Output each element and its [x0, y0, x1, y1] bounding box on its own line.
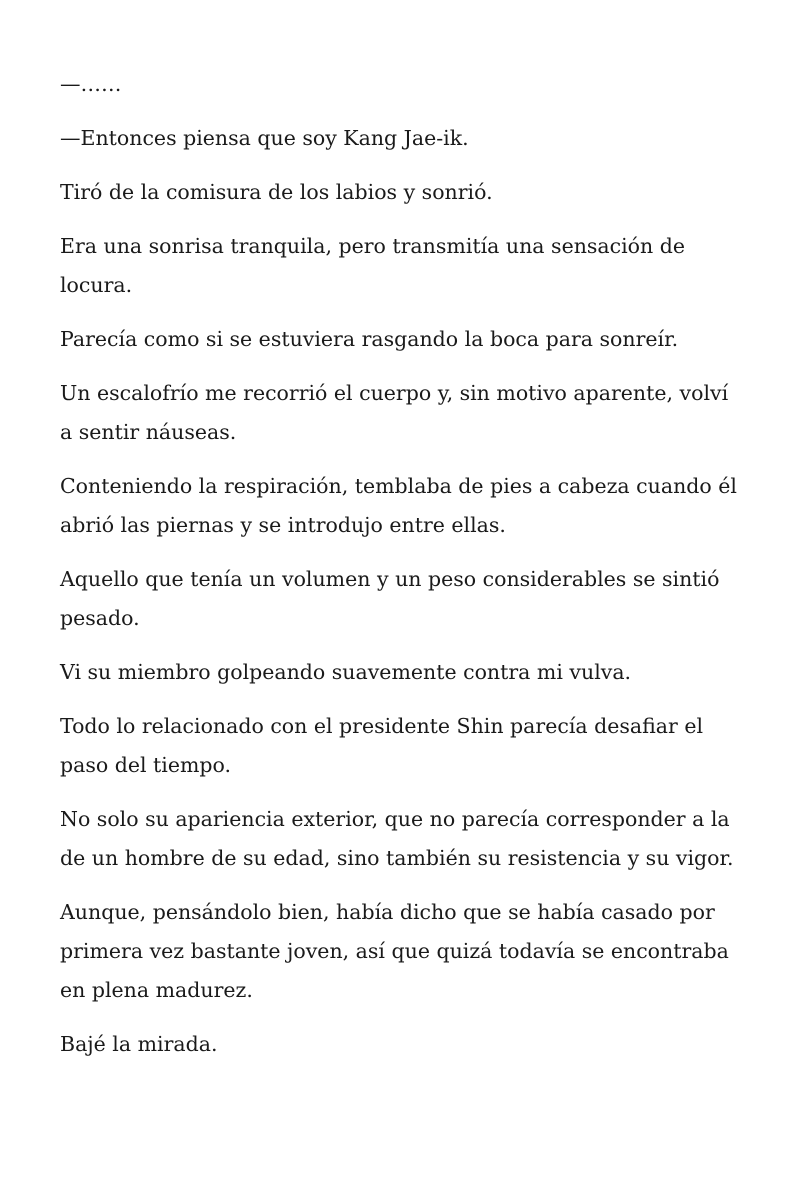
paragraph: Conteniendo la respiración, temblaba de pies a cabeza cuando él abrió las piernas y se introdujo entre ellas.	[60, 474, 737, 537]
paragraph: Vi su miembro golpeando suavemente contra mi vulva.	[60, 660, 632, 684]
paragraph: Tiró de la comisura de los labios y sonrió.	[60, 180, 493, 204]
paragraph: Aunque, pensándolo bien, había dicho que se había casado por primera vez bastante joven, así que quizá todavía se encontraba en plena madurez.	[60, 900, 729, 1002]
paragraph: No solo su apariencia exterior, que no parecía corresponder a la de un hombre de su edad, sino también su resistencia y su vigor.	[60, 807, 734, 870]
paragraph: Bajé la mirada.	[60, 1032, 218, 1056]
paragraph: —Entonces piensa que soy Kang Jae-ik.	[60, 126, 469, 150]
paragraph: Parecía como si se estuviera rasgando la boca para sonreír.	[60, 327, 679, 351]
paragraph: Aquello que tenía un volumen y un peso considerables se sintió pesado.	[60, 567, 720, 630]
paragraph: Todo lo relacionado con el presidente Shin parecía desafiar el paso del tiempo.	[60, 714, 704, 777]
paragraph: Un escalofrío me recorrió el cuerpo y, sin motivo aparente, volví a sentir náuseas.	[60, 381, 729, 444]
paragraph: Era una sonrisa tranquila, pero transmitía una sensación de locura.	[60, 234, 685, 297]
paragraph: —……	[60, 72, 122, 96]
